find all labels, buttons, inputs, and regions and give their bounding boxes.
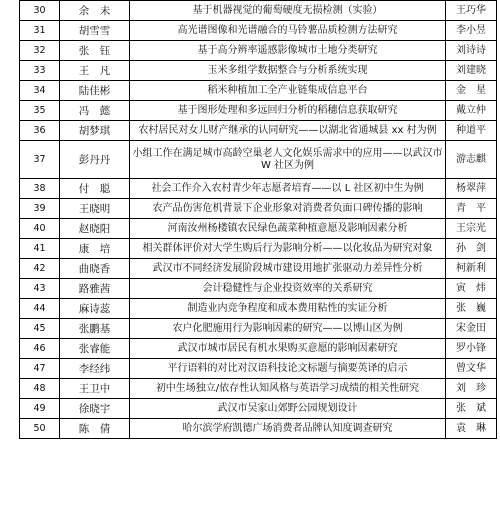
thesis-title-cell: 相关群体评价对大学生购后行为影响分析——以化妆品为研究对象 [130, 239, 446, 259]
advisor-name-cell: 青 平 [446, 199, 497, 219]
thesis-title-cell: 稻米种植加工全产业链集成信息平台 [130, 81, 446, 101]
thesis-title-cell: 武汉市城市居民有机水果购买意愿的影响因素研究 [130, 339, 446, 359]
row-number-cell: 38 [20, 179, 60, 199]
student-name-cell: 冯 懿 [60, 101, 130, 121]
table-row [20, 101, 497, 121]
advisor-name-cell: 游志麒 [446, 141, 497, 179]
student-name-cell: 彭丹丹 [60, 141, 130, 179]
row-number-cell: 41 [20, 239, 60, 259]
advisor-name-cell: 孙 剑 [446, 239, 497, 259]
table-row [20, 399, 497, 419]
advisor-name-cell: 曾文华 [446, 359, 497, 379]
row-number-cell: 37 [20, 141, 60, 179]
advisor-name-cell: 戴立仲 [446, 101, 497, 121]
row-number-cell: 36 [20, 121, 60, 141]
thesis-title-cell: 初中生场独立/依存性认知风格与英语学习成绩的相关性研究 [130, 379, 446, 399]
advisor-name-cell: 寅 炜 [446, 279, 497, 299]
student-name-cell: 赵晓阳 [60, 219, 130, 239]
advisor-name-cell: 杨翠萍 [446, 179, 497, 199]
thesis-title-cell: 农产品伤害危机背景下企业形象对消费者负面口碑传播的影响 [130, 199, 446, 219]
table-row [20, 259, 497, 279]
row-number-cell: 43 [20, 279, 60, 299]
thesis-title-cell: 哈尔滨学府凯德广场消费者品牌认知度调查研究 [130, 419, 446, 439]
advisor-name-cell: 李小昱 [446, 21, 497, 41]
student-name-cell: 张 钰 [60, 41, 130, 61]
student-name-cell: 余 未 [60, 1, 130, 21]
thesis-title-cell: 制造业内竞争程度和成本费用粘性的实证分析 [130, 299, 446, 319]
row-number-cell: 44 [20, 299, 60, 319]
table-row [20, 199, 497, 219]
thesis-title-cell: 农户化肥施用行为影响因素的研究——以博山区为例 [130, 319, 446, 339]
thesis-title-cell: 基于高分辨率遥感影像城市土地分类研究 [130, 41, 446, 61]
row-number-cell: 32 [20, 41, 60, 61]
table-row [20, 21, 497, 41]
table-row [20, 339, 497, 359]
advisor-name-cell: 张 斌 [446, 399, 497, 419]
table-row [20, 319, 497, 339]
thesis-title-cell: 高光谱图像和光谱融合的马铃薯品质检测方法研究 [130, 21, 446, 41]
table-row [20, 1, 497, 21]
advisor-name-cell: 刘建晓 [446, 61, 497, 81]
table-row [20, 419, 497, 439]
student-name-cell: 胡雪雪 [60, 21, 130, 41]
advisor-name-cell: 罗小锋 [446, 339, 497, 359]
thesis-title-cell: 平行语料的对比对汉语科技论文标题与摘要英译的启示 [130, 359, 446, 379]
table-row [20, 239, 497, 259]
advisor-name-cell: 刘 珍 [446, 379, 497, 399]
table-row [20, 219, 497, 239]
thesis-title-cell: 武汉市吴家山郊野公园规划设计 [130, 399, 446, 419]
advisor-name-cell: 宋金田 [446, 319, 497, 339]
thesis-title-cell: 基于机器视觉的葡萄硬度无损检测（实验） [130, 1, 446, 21]
row-number-cell: 31 [20, 21, 60, 41]
student-name-cell: 张睿能 [60, 339, 130, 359]
student-name-cell: 张鹏基 [60, 319, 130, 339]
advisor-name-cell: 王巧华 [446, 1, 497, 21]
row-number-cell: 30 [20, 1, 60, 21]
thesis-title-cell: 小组工作在满足城市高龄空巢老人文化娱乐需求中的应用——以武汉市 W 社区为例 [130, 141, 446, 179]
table-row [20, 41, 497, 61]
table-row [20, 81, 497, 101]
thesis-title-cell: 会计稳健性与企业投资效率的关系研究 [130, 279, 446, 299]
row-number-cell: 48 [20, 379, 60, 399]
advisor-name-cell: 王宗光 [446, 219, 497, 239]
student-name-cell: 徐晓宇 [60, 399, 130, 419]
advisor-name-cell: 种道平 [446, 121, 497, 141]
row-number-cell: 47 [20, 359, 60, 379]
table-body [20, 1, 497, 439]
advisor-name-cell: 张 巍 [446, 299, 497, 319]
thesis-title-cell: 河南汝州杨楼镇农民绿色蔬菜种植意愿及影响因素分析 [130, 219, 446, 239]
advisor-name-cell: 袁 琳 [446, 419, 497, 439]
thesis-title-cell: 农村居民对女儿财产继承的认同研究——以湖北省通城县 xx 村为例 [130, 121, 446, 141]
student-name-cell: 王 凡 [60, 61, 130, 81]
thesis-title-cell: 武汉市不同经济发展阶段城市建设用地扩张驱动力差异性分析 [130, 259, 446, 279]
row-number-cell: 40 [20, 219, 60, 239]
table-row [20, 141, 497, 179]
row-number-cell: 49 [20, 399, 60, 419]
student-name-cell: 陆佳彬 [60, 81, 130, 101]
advisor-name-cell: 柯新利 [446, 259, 497, 279]
student-name-cell: 曲晓香 [60, 259, 130, 279]
table-row [20, 121, 497, 141]
row-number-cell: 45 [20, 319, 60, 339]
row-number-cell: 33 [20, 61, 60, 81]
student-name-cell: 麻诗蕊 [60, 299, 130, 319]
student-name-cell: 陈 倩 [60, 419, 130, 439]
student-name-cell: 胡梦琪 [60, 121, 130, 141]
row-number-cell: 35 [20, 101, 60, 121]
table-row [20, 279, 497, 299]
table-row [20, 299, 497, 319]
row-number-cell: 46 [20, 339, 60, 359]
advisor-name-cell: 刘诗诗 [446, 41, 497, 61]
student-name-cell: 付 聪 [60, 179, 130, 199]
thesis-title-cell: 社会工作介入农村青少年志愿者培育——以 L 社区初中生为例 [130, 179, 446, 199]
student-name-cell: 王晓明 [60, 199, 130, 219]
table-row [20, 61, 497, 81]
thesis-roster-table [19, 0, 497, 439]
thesis-title-cell: 玉米多组学数据整合与分析系统实现 [130, 61, 446, 81]
table-row [20, 359, 497, 379]
student-name-cell: 康 培 [60, 239, 130, 259]
row-number-cell: 34 [20, 81, 60, 101]
student-name-cell: 王卫中 [60, 379, 130, 399]
row-number-cell: 50 [20, 419, 60, 439]
table-row [20, 179, 497, 199]
row-number-cell: 39 [20, 199, 60, 219]
thesis-title-cell: 基于图形处理和多远回归分析的稻穗信息获取研究 [130, 101, 446, 121]
table-row [20, 379, 497, 399]
student-name-cell: 路雅茜 [60, 279, 130, 299]
row-number-cell: 42 [20, 259, 60, 279]
advisor-name-cell: 金 星 [446, 81, 497, 101]
student-name-cell: 李经纬 [60, 359, 130, 379]
